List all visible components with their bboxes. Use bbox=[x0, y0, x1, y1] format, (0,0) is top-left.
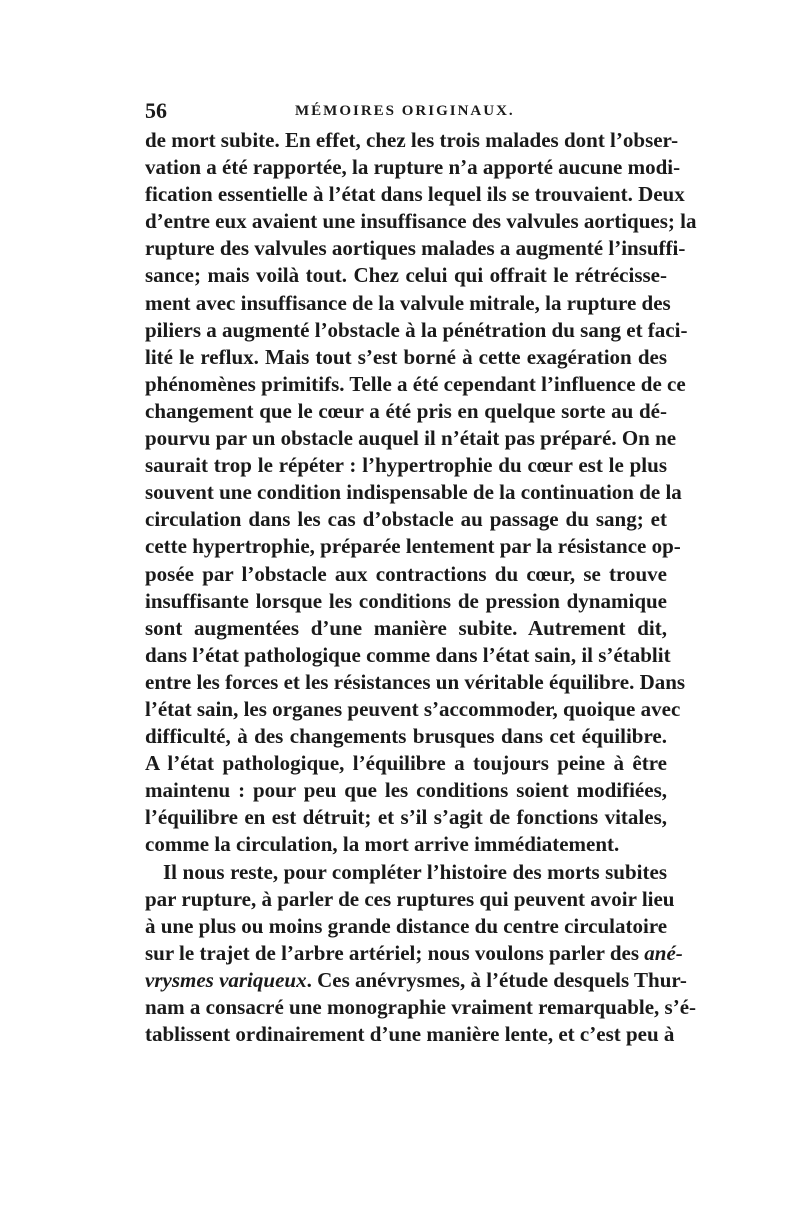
italic-fragment: vrysmes variqueux bbox=[145, 967, 307, 992]
text-line: rupture des valvules aortiques malades a augmenté l’insuffi- bbox=[145, 236, 686, 261]
text-line-with-italic-end bbox=[145, 940, 683, 967]
text-line: maintenu : pour peu que les conditions soient modifiées, bbox=[145, 778, 667, 803]
text-line: insuffisante lorsque les conditions de pression dynamique bbox=[145, 588, 667, 613]
text-line: sont augmentées d’une manière subite. Autrement dit, bbox=[145, 615, 667, 640]
page-number: 56 bbox=[145, 98, 167, 123]
text-line-with-italic-start bbox=[145, 967, 687, 994]
text-line: l’état sain, les organes peuvent s’accommoder, quoique avec bbox=[145, 696, 681, 721]
text-line: nam a consacré une monographie vraiment remarquable, s’é- bbox=[145, 995, 697, 1019]
running-title: MÉMOIRES ORIGINAUX. bbox=[295, 103, 515, 119]
text-line: lité le reflux. Mais tout s’est borné à cette exagération des bbox=[145, 344, 667, 369]
text-line: phénomènes primitifs. Telle a été cependant l’influence de ce bbox=[145, 371, 686, 396]
text-line: changement que le cœur a été pris en quelque sorte au dé- bbox=[145, 398, 667, 423]
text-line: à une plus ou moins grande distance du centre circulatoire bbox=[145, 913, 668, 938]
text-line: dans l’état pathologique comme dans l’état sain, il s’établit bbox=[145, 642, 671, 667]
text-line: fication essentielle à l’état dans lequel ils se trouvaient. Deux bbox=[145, 182, 685, 207]
text-line: entre les forces et les résistances un véritable équilibre. Dans bbox=[145, 669, 686, 694]
text-line: vation a été rapportée, la rupture n’a apporté aucune modi- bbox=[145, 155, 681, 180]
text-line: l’équilibre en est détruit; et s’il s’agit de fonctions vitales, bbox=[145, 805, 667, 830]
text-line: circulation dans les cas d’obstacle au passage du sang; et bbox=[145, 507, 667, 532]
italic-fragment: ané- bbox=[644, 940, 683, 965]
text-line: A l’état pathologique, l’équilibre a toujours peine à être bbox=[145, 751, 667, 776]
paragraph-first-line: Il nous reste, pour compléter l’histoire des morts subites bbox=[163, 859, 667, 884]
text-line: ment avec insuffisance de la valvule mitrale, la rupture des bbox=[145, 290, 671, 315]
text-line: piliers a augmenté l’obstacle à la pénétration du sang et faci- bbox=[145, 317, 688, 342]
text-line: d’entre eux avaient une insuffisance des valvules aortiques; la bbox=[145, 209, 697, 234]
text-line: souvent une condition indispensable de la continuation de la bbox=[145, 480, 682, 505]
running-head bbox=[145, 96, 655, 126]
text-line: posée par l’obstacle aux contractions du cœur, se trouve bbox=[145, 561, 667, 586]
text-line: saurait trop le répéter : l’hypertrophie du cœur est le plus bbox=[145, 453, 667, 478]
text-line: difficulté, à des changements brusques dans cet équilibre. bbox=[145, 724, 667, 749]
text-fragment: sur le trajet de l’arbre artériel; nous voulons parler des bbox=[145, 940, 640, 965]
body-text bbox=[145, 127, 697, 1048]
text-fragment: . Ces anévrysmes, à l’étude desquels Thur- bbox=[306, 967, 687, 992]
text-line: par rupture, à parler de ces ruptures qui peuvent avoir lieu bbox=[145, 886, 675, 911]
text-line: de mort subite. En effet, chez les trois malades dont l’obser- bbox=[145, 128, 679, 152]
paragraph-last-line: comme la circulation, la mort arrive immédiatement. bbox=[145, 832, 620, 857]
text-line: tablissent ordinairement d’une manière lente, et c’est peu à bbox=[145, 1022, 675, 1047]
text-line: sance; mais voilà tout. Chez celui qui offrait le rétrécisse- bbox=[145, 263, 667, 288]
text-line: pourvu par un obstacle auquel il n’était pas préparé. On ne bbox=[145, 426, 677, 451]
text-line: cette hypertrophie, préparée lentement par la résistance op- bbox=[145, 534, 681, 559]
